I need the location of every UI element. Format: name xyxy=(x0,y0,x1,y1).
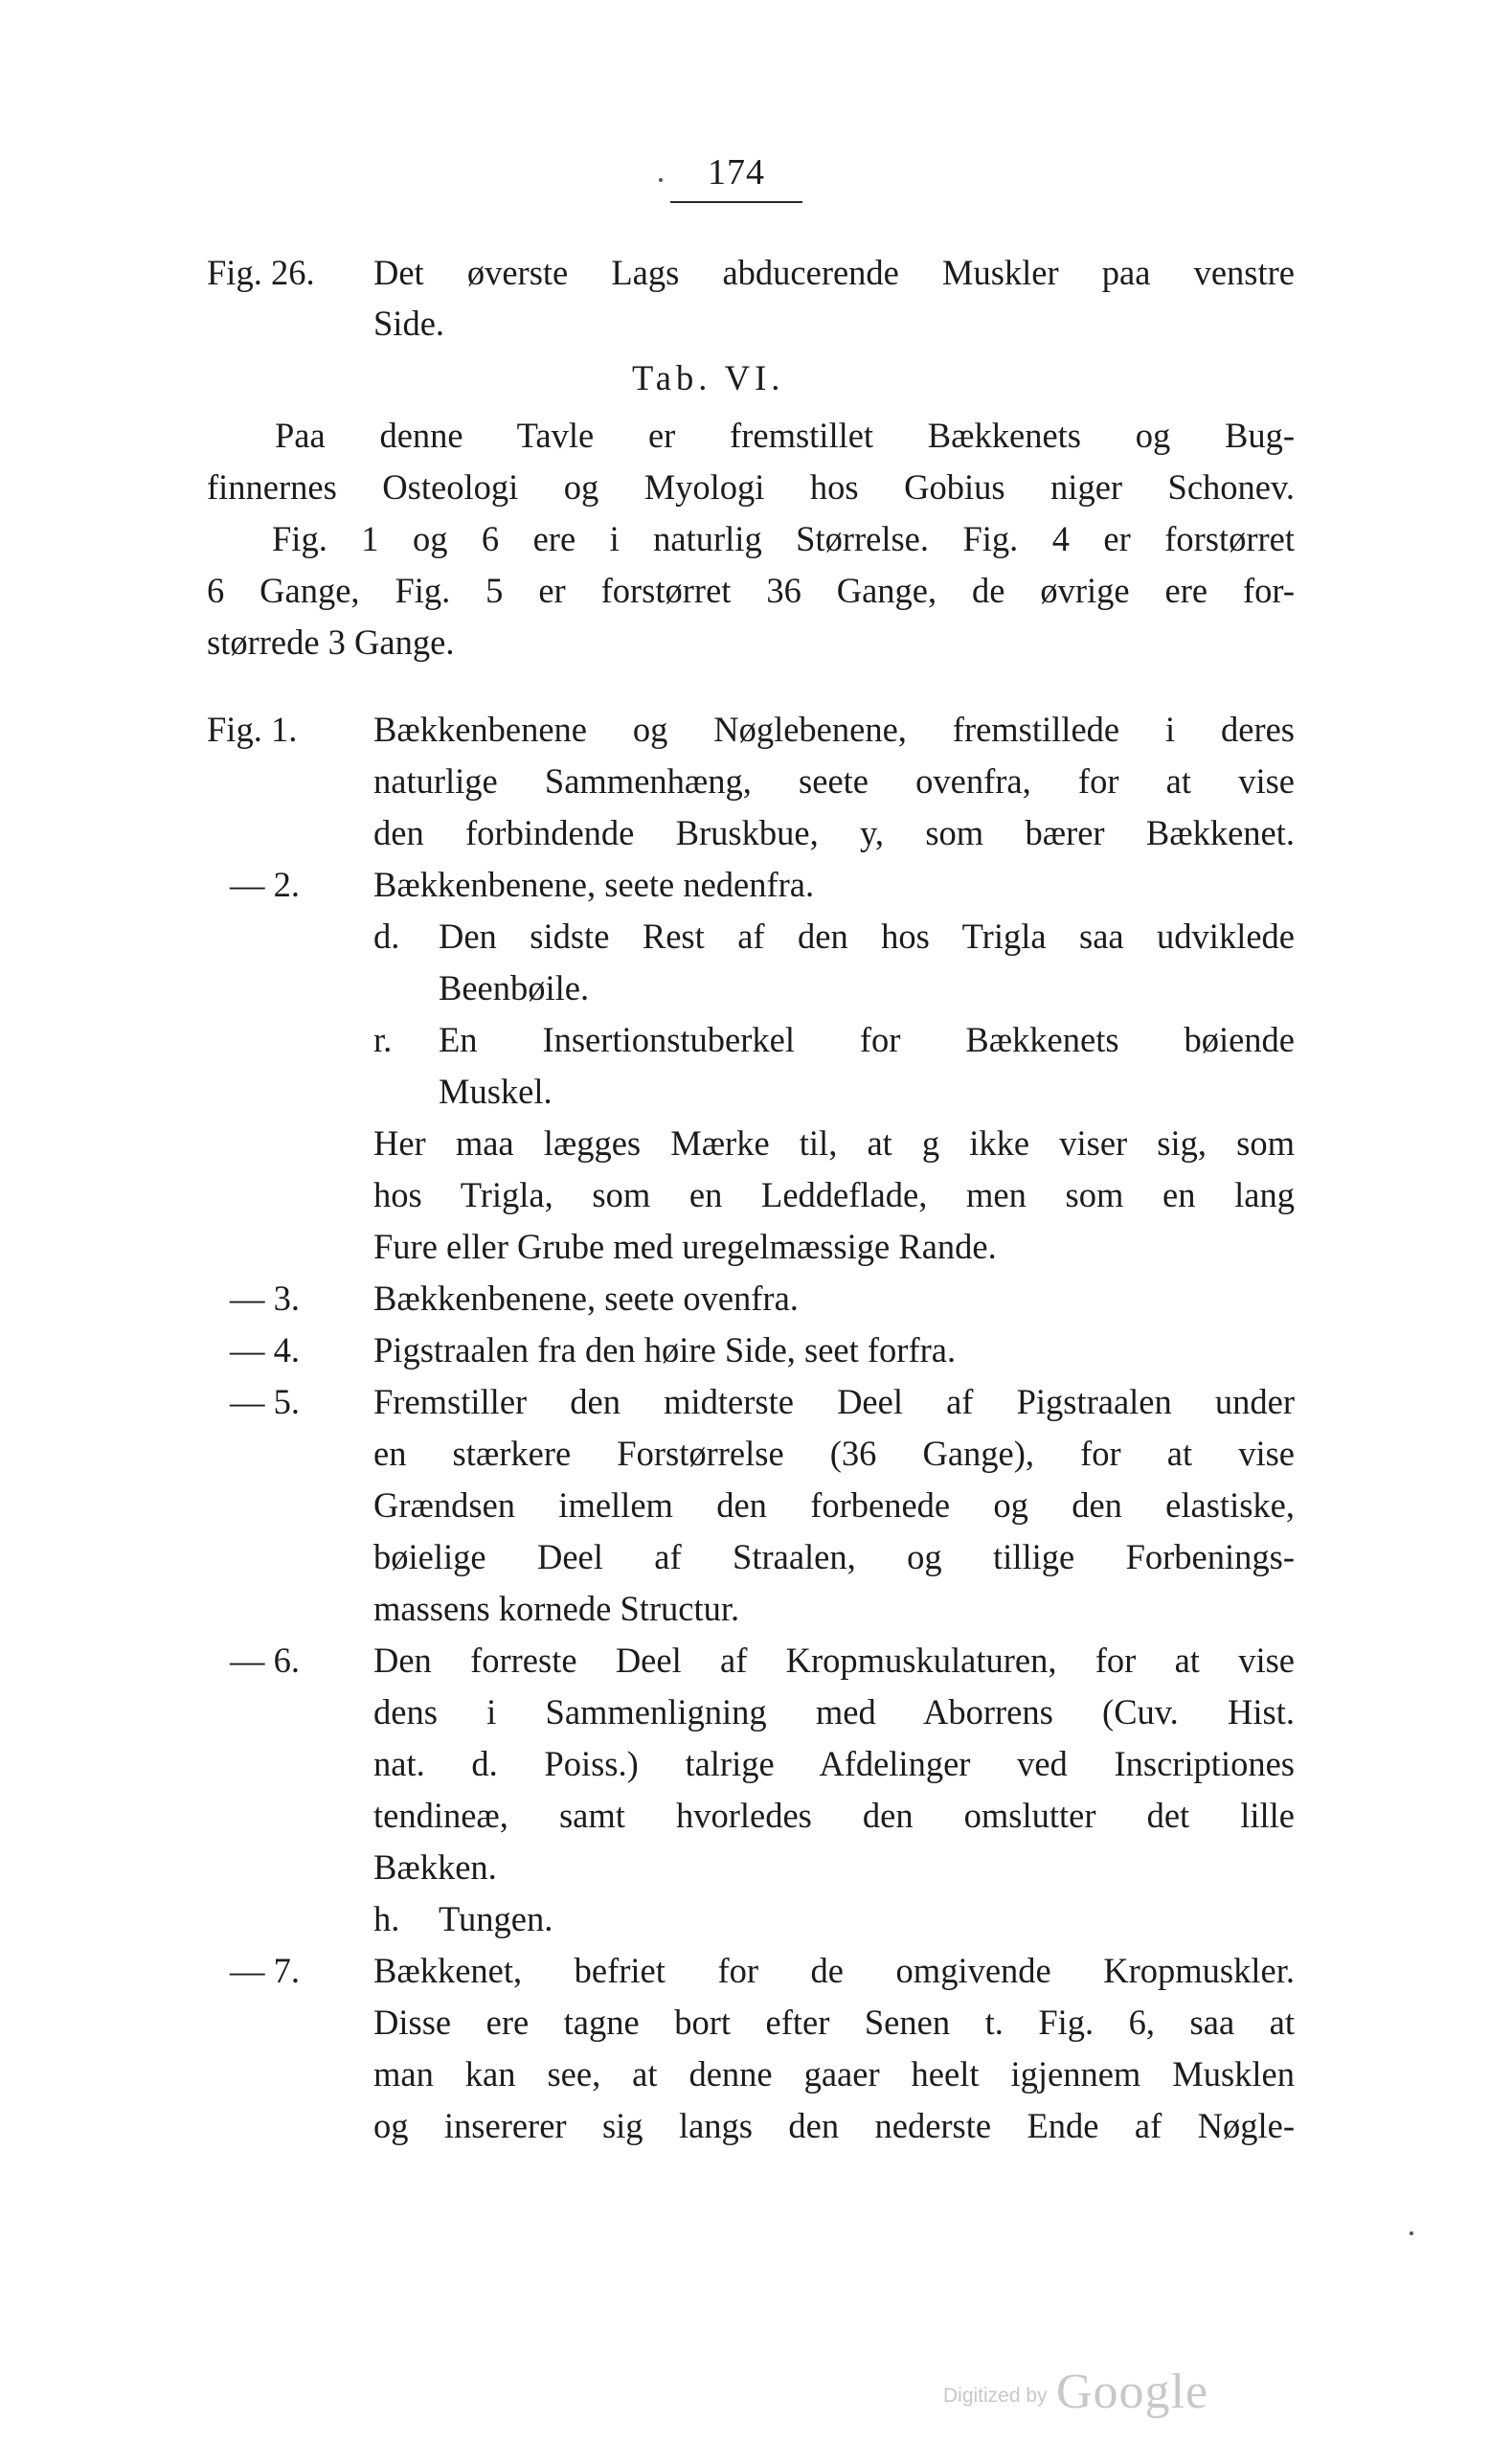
text-line xyxy=(0,251,1512,295)
text-line xyxy=(0,1432,1512,1476)
text-line xyxy=(0,1794,1512,1838)
digitized-watermark xyxy=(943,2364,1259,2421)
figure-label: r. xyxy=(373,1020,393,1059)
line-text: naturlige Sammenhæng, seete ovenfra, for at vise xyxy=(373,761,1295,801)
text-line xyxy=(0,1845,1512,1890)
page-number: 174 xyxy=(708,152,765,192)
text-line xyxy=(0,1639,1512,1683)
digitized-by-label: Digitized by xyxy=(943,2385,1048,2407)
text-line xyxy=(0,465,1512,509)
line-text: Side. xyxy=(373,304,445,343)
text-line xyxy=(0,1380,1512,1424)
text-line xyxy=(0,966,1512,1010)
line-text: Pigstraalen fra den høire Side, seet forfra. xyxy=(373,1330,957,1370)
text-line xyxy=(0,1277,1512,1321)
line-text: Den forreste Deel af Kropmuskulaturen, for at vise xyxy=(373,1641,1295,1680)
figure-label: — 7. xyxy=(230,1951,300,1990)
text-line xyxy=(0,1897,1512,1941)
line-text: man kan see, at denne gaaer heelt igjennem Musklen xyxy=(373,2054,1295,2094)
text-line xyxy=(0,863,1512,907)
text-line xyxy=(0,414,1512,458)
line-text: Det øverste Lags abducerende Muskler paa venstre xyxy=(373,253,1295,292)
line-text: Bækkenbenene, seete nedenfra. xyxy=(373,865,815,904)
line-text: Grændsen imellem den forbenede og den elastiske, xyxy=(373,1485,1295,1525)
line-text: Tungen. xyxy=(439,1899,553,1938)
line-text: Bækkenbenene, seete ovenfra. xyxy=(373,1279,799,1318)
text-line xyxy=(0,2104,1512,2148)
line-text: Paa denne Tavle er fremstillet Bækkenets og Bug- xyxy=(275,416,1295,455)
line-text: og insererer sig langs den nederste Ende af Nøgle- xyxy=(373,2106,1295,2145)
figure-label: — 6. xyxy=(230,1641,300,1680)
figure-label: — 5. xyxy=(230,1382,300,1421)
text-line xyxy=(0,1483,1512,1528)
figure-label: Fig. 1. xyxy=(207,710,298,749)
plate-heading: Tab. VI. xyxy=(632,358,785,397)
line-text: massens kornede Structur. xyxy=(373,1589,740,1628)
line-text: den forbindende Bruskbue, y, som bærer Bækkenet. xyxy=(373,813,1295,852)
text-line xyxy=(0,356,1512,400)
text-line xyxy=(0,1070,1512,1114)
text-line xyxy=(0,517,1512,561)
text-line xyxy=(0,759,1512,804)
line-text: Bækkenet, befriet for de omgivende Kropmuskler. xyxy=(373,1951,1295,1990)
line-text: tendineæ, samt hvorledes den omslutter det lille xyxy=(373,1796,1295,1835)
line-text: Fremstiller den midterste Deel af Pigstraalen under xyxy=(373,1382,1295,1421)
line-text: hos Trigla, som en Leddeflade, men som en lang xyxy=(373,1175,1295,1214)
figure-label: h. xyxy=(373,1899,400,1938)
line-text: nat. d. Poiss.) talrige Afdelinger ved Inscriptiones xyxy=(373,1744,1295,1783)
google-logo: Google xyxy=(1056,2365,1209,2419)
line-text: Fure eller Grube med uregelmæssige Rande. xyxy=(373,1227,997,1266)
line-text: Beenbøile. xyxy=(439,968,590,1007)
figure-label: Fig. 26. xyxy=(207,253,315,292)
text-line xyxy=(0,1121,1512,1166)
text-line xyxy=(0,2001,1512,2045)
text-line xyxy=(0,1018,1512,1062)
line-text: Bækkenbenene og Nøglebenene, fremstillede i deres xyxy=(373,710,1295,749)
figure-label: d. xyxy=(373,917,400,956)
text-line xyxy=(0,569,1512,613)
text-line xyxy=(0,2052,1512,2096)
text-line xyxy=(0,1690,1512,1734)
line-text: Den sidste Rest af den hos Trigla saa udviklede xyxy=(439,917,1295,956)
line-text: Disse ere tagne bort efter Senen t. Fig. 6, saa at xyxy=(373,2003,1295,2042)
line-text: En Insertionstuberkel for Bækkenets bøiende xyxy=(439,1020,1295,1059)
text-line xyxy=(0,1587,1512,1631)
text-line xyxy=(0,1173,1512,1217)
line-text: Muskel. xyxy=(439,1072,553,1111)
text-line xyxy=(0,708,1512,752)
text-line xyxy=(0,811,1512,855)
text-line xyxy=(0,1949,1512,1993)
line-text: bøielige Deel af Straalen, og tillige Forbenings- xyxy=(373,1537,1295,1576)
text-line xyxy=(0,1742,1512,1786)
line-text: 6 Gange, Fig. 5 er forstørret 36 Gange, de øvrige ere for- xyxy=(207,571,1295,610)
figure-label: — 3. xyxy=(230,1279,300,1318)
text-line xyxy=(0,302,1512,346)
figure-label: — 2. xyxy=(230,865,300,904)
figure-label: — 4. xyxy=(230,1330,300,1370)
text-line xyxy=(0,1535,1512,1579)
ink-speck xyxy=(1410,2231,1413,2235)
text-line xyxy=(0,915,1512,959)
line-text: Fig. 1 og 6 ere i naturlig Størrelse. Fig. 4 er forstørret xyxy=(272,519,1295,558)
text-line xyxy=(0,1328,1512,1372)
line-text: Bækken. xyxy=(373,1847,497,1887)
line-text: finnernes Osteologi og Myologi hos Gobius niger Schonev. xyxy=(207,467,1295,507)
text-line xyxy=(0,621,1512,665)
line-text: en stærkere Forstørrelse (36 Gange), for at vise xyxy=(373,1434,1295,1473)
page-number-underline xyxy=(670,201,802,203)
line-text: størrede 3 Gange. xyxy=(207,623,455,662)
line-text: dens i Sammenligning med Aborrens (Cuv. Hist. xyxy=(373,1692,1295,1732)
ink-speck xyxy=(659,178,663,182)
line-text: Her maa lægges Mærke til, at g ikke viser sig, som xyxy=(373,1123,1295,1163)
text-line xyxy=(0,1225,1512,1269)
